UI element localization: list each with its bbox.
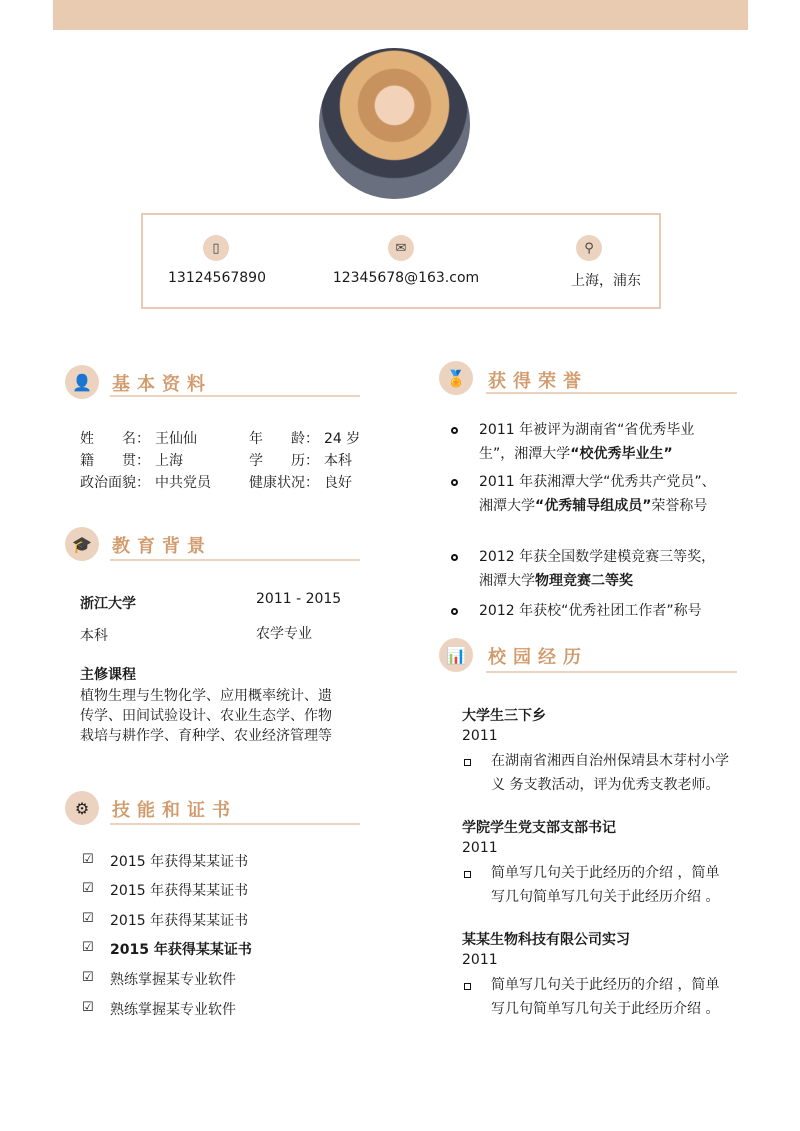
experience-title: 大学生三下乡	[462, 708, 546, 724]
courses-text: 植物生理与生物化学、应用概率统计、遗传学、田间试验设计、农业生态学、作物栽培与耕作学、育种学、农业经济管理等	[80, 688, 332, 744]
honor-item	[479, 418, 719, 466]
checkbox-icon: ☑	[82, 911, 94, 926]
award-medal-icon: 🏅	[439, 361, 473, 395]
email-text: 12345678@163.com	[332, 270, 480, 286]
school-name: 浙江大学	[80, 596, 136, 612]
info-value: 良好	[324, 475, 352, 491]
honor-text: 物理竞赛二等奖	[535, 573, 633, 589]
section-title-campus: 校园经历	[488, 647, 588, 668]
header-bar	[53, 0, 748, 30]
honor-text: 荣誉称号	[651, 498, 708, 514]
honor-text: 2012 年获校“优秀社团工作者”称号	[479, 603, 702, 619]
checkbox-icon: ☑	[82, 881, 94, 896]
honor-item	[479, 599, 719, 623]
section-title-honors: 获得荣誉	[488, 371, 588, 392]
bullet-icon	[451, 479, 458, 486]
gears-icon: ⚙	[65, 791, 99, 825]
info-label: 籍 贯：	[80, 453, 150, 469]
section-title-basic: 基本资料	[112, 374, 212, 395]
skill-item: 2015 年获得某某证书	[110, 913, 249, 929]
honor-item	[479, 545, 719, 593]
graduation-cap-icon: 🎓	[65, 527, 99, 561]
info-label: 政治面貌：	[80, 475, 150, 491]
location-text: 上海，浦东	[571, 273, 641, 289]
section-title-skills: 技能和证书	[112, 800, 237, 821]
honor-text: 2012 年获全国数学建模竞赛三等奖，湘潭大学	[479, 549, 716, 589]
square-bullet-icon	[464, 983, 471, 990]
presentation-icon: 📊	[439, 638, 473, 672]
skill-item: 熟练掌握某专业软件	[110, 1002, 236, 1018]
divider	[110, 395, 360, 397]
major: 农学专业	[256, 626, 312, 642]
experience-year: 2011	[462, 952, 498, 968]
experience-desc: 简单写几句关于此经历的介绍 ，简单写几句简单写几句关于此经历介绍 。	[491, 977, 720, 1017]
info-label: 年 龄：	[249, 431, 319, 447]
experience-desc: 简单写几句关于此经历的介绍 ，简单写几句简单写几句关于此经历介绍 。	[491, 865, 720, 905]
skill-item: 熟练掌握某专业软件	[110, 972, 236, 988]
divider	[486, 671, 737, 673]
square-bullet-icon	[464, 871, 471, 878]
skill-item: 2015 年获得某某证书	[110, 854, 249, 870]
experience-desc: 在湖南省湘西自治州保靖县木芽村小学义 务支教活动，评为优秀支教老师。	[491, 753, 729, 793]
phone-icon: ▯	[203, 235, 229, 261]
divider	[110, 823, 360, 825]
info-label: 姓 名：	[80, 431, 150, 447]
bullet-icon	[451, 427, 458, 434]
honor-text: “校优秀毕业生”	[570, 446, 673, 462]
degree: 本科	[80, 628, 108, 644]
skill-item: 2015 年获得某某证书	[110, 883, 249, 899]
experience-year: 2011	[462, 728, 498, 744]
checkbox-icon: ☑	[82, 970, 94, 985]
divider	[110, 559, 360, 561]
honor-item	[479, 470, 719, 518]
info-value: 24 岁	[324, 431, 361, 447]
info-value: 中共党员	[155, 475, 211, 491]
experience-title: 学院学生党支部支部书记	[462, 820, 616, 836]
skill-item: 2015 年获得某某证书	[110, 942, 252, 958]
square-bullet-icon	[464, 759, 471, 766]
checkbox-icon: ☑	[82, 852, 94, 867]
contact-box	[141, 213, 661, 309]
mail-icon: ✉	[388, 235, 414, 261]
school-years: 2011 - 2015	[256, 591, 342, 607]
experience-title: 某某生物科技有限公司实习	[462, 932, 630, 948]
person-icon: 👤	[65, 365, 99, 399]
courses-title: 主修课程	[80, 667, 136, 683]
experience-year: 2011	[462, 840, 498, 856]
section-title-education: 教育背景	[112, 536, 212, 557]
honor-text: “优秀辅导组成员”	[535, 498, 652, 514]
info-value: 上海	[155, 453, 183, 469]
phone-text: 13124567890	[168, 270, 266, 286]
bullet-icon	[451, 554, 458, 561]
info-label: 健康状况：	[249, 475, 319, 491]
info-value: 王仙仙	[155, 431, 197, 447]
profile-photo	[319, 48, 470, 199]
checkbox-icon: ☑	[82, 940, 94, 955]
bullet-icon	[451, 608, 458, 615]
location-pin-icon: ⚲	[576, 235, 602, 261]
divider	[486, 392, 737, 394]
checkbox-icon: ☑	[82, 1000, 94, 1015]
honor-text: 2011 年获湘潭大学“优秀共产党员”、湘潭大学	[479, 474, 716, 514]
info-value: 本科	[324, 453, 352, 469]
honor-text: 2011 年被评为湖南省“省优秀毕业生”，湘潭大学	[479, 422, 695, 462]
info-label: 学 历：	[249, 453, 319, 469]
